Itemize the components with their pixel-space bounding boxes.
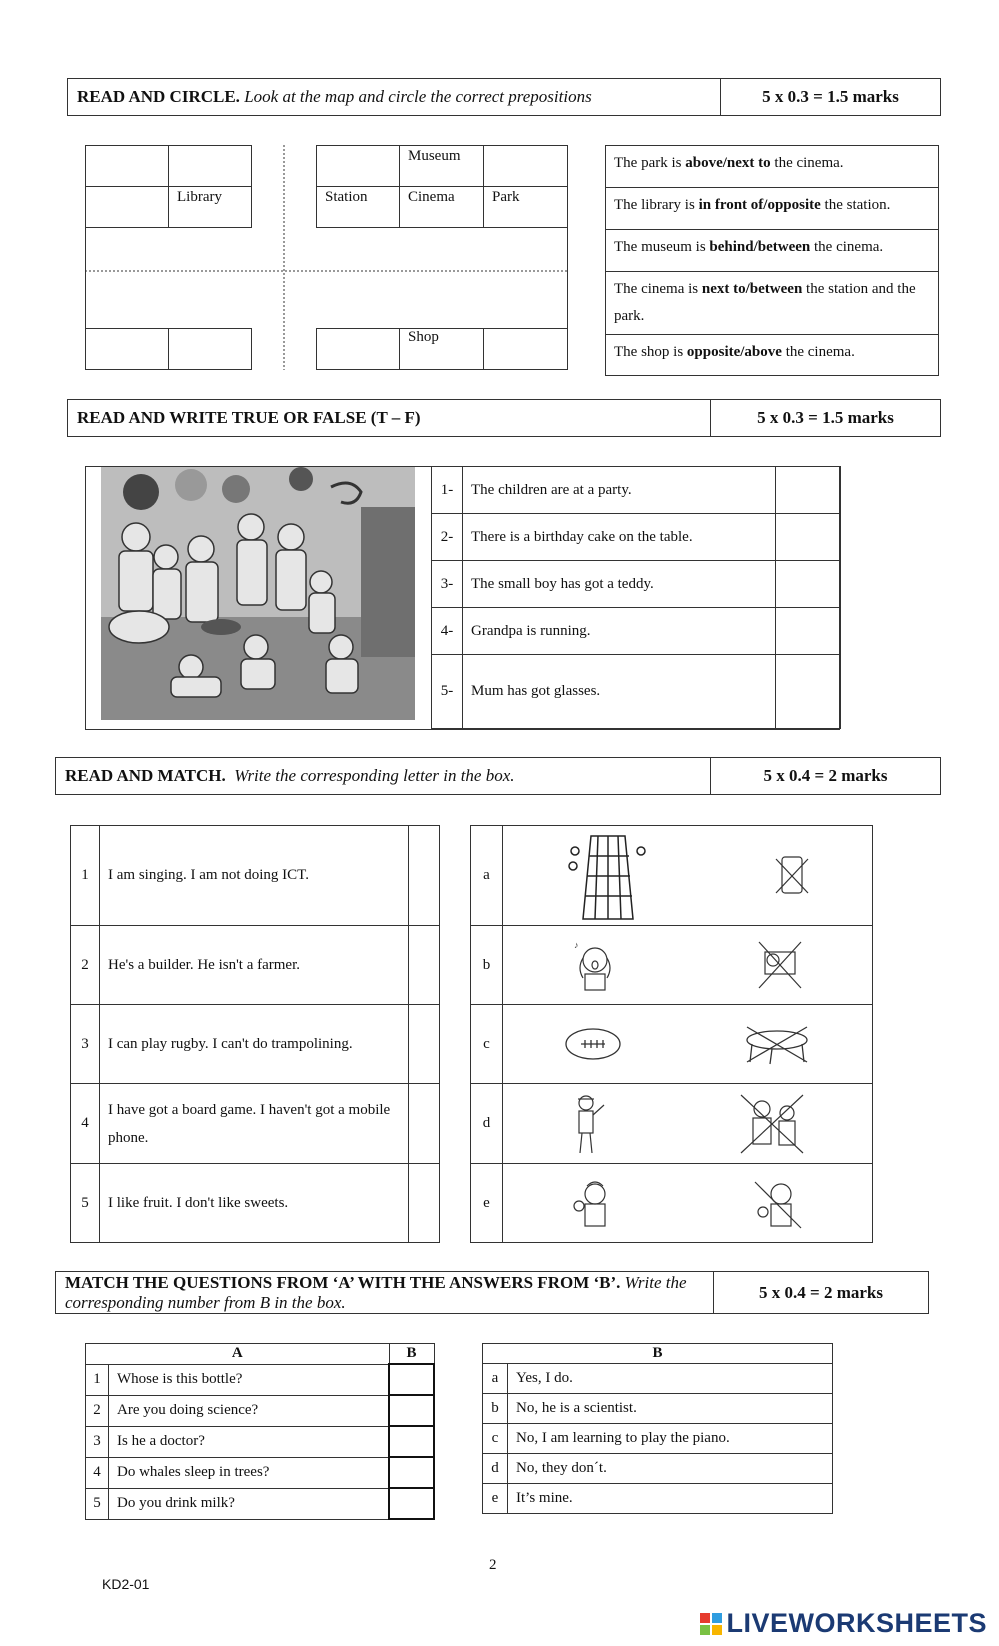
match-sentence: I can play rugby. I can't do trampolining. (100, 1005, 409, 1084)
column-b-header: B (389, 1344, 434, 1365)
document-code: KD2-01 (102, 1576, 150, 1592)
tf-answer-box[interactable] (776, 655, 841, 729)
match-num: 1 (71, 826, 100, 926)
street-map (85, 145, 568, 370)
question-num: 1 (86, 1364, 109, 1395)
liveworksheets-logo[interactable] (700, 1608, 987, 1639)
tf-num: 5- (432, 655, 463, 729)
tf-statement: Grandpa is running. (463, 608, 776, 655)
tf-answer-box[interactable] (776, 608, 841, 655)
match-answer-box[interactable] (409, 1164, 440, 1243)
logo-squares-icon (700, 1613, 722, 1635)
section1-marks: 5 x 0.3 = 1.5 marks (720, 79, 940, 115)
preposition-sentences (605, 145, 939, 376)
answer-letter: a (483, 1364, 508, 1394)
question-text: Do whales sleep in trees? (109, 1457, 390, 1488)
page-number: 2 (489, 1557, 497, 1573)
tf-statement: The children are at a party. (463, 467, 776, 514)
tf-statement: There is a birthday cake on the table. (463, 514, 776, 561)
match-sentence: I am singing. I am not doing ICT. (100, 826, 409, 926)
answer-input-box[interactable] (389, 1457, 434, 1488)
questions-table (85, 1343, 435, 1520)
match-sentence: He's a builder. He isn't a farmer. (100, 926, 409, 1005)
answer-letter: c (483, 1424, 508, 1454)
match-num: 5 (71, 1164, 100, 1243)
question-num: 2 (86, 1395, 109, 1426)
match-letter: e (471, 1164, 503, 1243)
svg-text:♪: ♪ (574, 939, 579, 950)
tf-num: 4- (432, 608, 463, 655)
map-label-shop: Shop (408, 329, 439, 345)
column-a-header: A (86, 1344, 390, 1365)
section1-title: READ AND CIRCLE. (77, 87, 240, 106)
builder-icon (568, 1091, 608, 1156)
tf-num: 1- (432, 467, 463, 514)
tf-answer-box[interactable] (776, 561, 841, 608)
birthday-party-illustration (101, 467, 415, 720)
answer-input-box[interactable] (389, 1426, 434, 1457)
match-letter: d (471, 1084, 503, 1164)
match-letter: b (471, 926, 503, 1005)
section4-marks: 5 x 0.4 = 2 marks (713, 1272, 928, 1313)
section3-marks: 5 x 0.4 = 2 marks (710, 758, 940, 794)
tf-statement: Mum has got glasses. (463, 655, 776, 729)
tf-num: 2- (432, 514, 463, 561)
column-b-header: B (483, 1344, 833, 1364)
answer-letter: b (483, 1394, 508, 1424)
match-sentence: I have got a board game. I haven't got a mobile phone. (100, 1084, 409, 1164)
section2-title: READ AND WRITE TRUE OR FALSE (T – F) (77, 408, 421, 427)
sentence-3[interactable]: The museum is behind/between the cinema. (606, 230, 939, 272)
crossed-trampoline-icon (742, 1022, 812, 1067)
section1-header (67, 78, 941, 116)
answer-text: No, I am learning to play the piano. (508, 1424, 833, 1454)
answer-input-box[interactable] (389, 1364, 434, 1395)
answer-letter: d (483, 1454, 508, 1484)
answer-text: Yes, I do. (508, 1364, 833, 1394)
match-num: 3 (71, 1005, 100, 1084)
girl-singing-icon (570, 938, 620, 993)
match-num: 2 (71, 926, 100, 1005)
map-label-library: Library (177, 189, 222, 205)
answer-input-box[interactable] (389, 1488, 434, 1519)
match-sentence: I like fruit. I don't like sweets. (100, 1164, 409, 1243)
match-letter: c (471, 1005, 503, 1084)
question-num: 5 (86, 1488, 109, 1519)
match-sentences-table (70, 825, 440, 1243)
match-answer-box[interactable] (409, 926, 440, 1005)
map-label-museum: Museum (408, 148, 461, 164)
section3-title: READ AND MATCH. (65, 766, 226, 785)
sentence-2[interactable]: The library is in front of/opposite the station. (606, 188, 939, 230)
logo-text: LIVEWORKSHEETS (726, 1608, 987, 1638)
rugby-ball-icon (563, 1024, 623, 1064)
map-grid (85, 145, 568, 370)
match-answer-box[interactable] (409, 826, 440, 926)
sentence-4[interactable]: The cinema is next to/between the station and the park. (606, 272, 939, 335)
match-letter: a (471, 826, 503, 926)
tf-answer-box[interactable] (776, 514, 841, 561)
map-label-station: Station (325, 189, 368, 205)
crossed-computer-icon (755, 938, 805, 993)
question-num: 4 (86, 1457, 109, 1488)
match-num: 4 (71, 1084, 100, 1164)
question-text: Whose is this bottle? (109, 1364, 390, 1395)
match-pictures-table (470, 825, 873, 1243)
match-answer-box[interactable] (409, 1084, 440, 1164)
question-text: Are you doing science? (109, 1395, 390, 1426)
answers-table (482, 1343, 833, 1514)
map-label-park: Park (492, 189, 520, 205)
section3-instruction: Write the corresponding letter in the box. (234, 766, 515, 785)
section2-marks: 5 x 0.3 = 1.5 marks (710, 400, 940, 436)
answer-input-box[interactable] (389, 1395, 434, 1426)
match-answer-box[interactable] (409, 1005, 440, 1084)
section4-instruction: Write the corresponding number from B in the box. (65, 1273, 687, 1312)
map-label-cinema: Cinema (408, 189, 455, 205)
tf-statement: The small boy has got a teddy. (463, 561, 776, 608)
answer-letter: e (483, 1484, 508, 1514)
question-text: Do you drink milk? (109, 1488, 390, 1519)
answer-text: No, they don´t. (508, 1454, 833, 1484)
answer-text: No, he is a scientist. (508, 1394, 833, 1424)
answer-text: It’s mine. (508, 1484, 833, 1514)
question-text: Is he a doctor? (109, 1426, 390, 1457)
board-game-icon (563, 831, 653, 921)
section4-title: MATCH THE QUESTIONS FROM ‘A’ WITH THE ANSWERS FROM ‘B’. (65, 1273, 621, 1292)
crossed-sweets-icon (751, 1176, 806, 1231)
true-false-block (85, 466, 840, 730)
boy-eating-fruit-icon (569, 1176, 619, 1231)
crossed-mobile-phone-icon (772, 853, 812, 898)
crossed-farmer-icon (737, 1091, 807, 1156)
section3-header (55, 757, 941, 795)
question-num: 3 (86, 1426, 109, 1457)
true-false-table (431, 466, 841, 729)
section4-header (55, 1271, 929, 1314)
sentence-5[interactable]: The shop is opposite/above the cinema. (606, 335, 939, 376)
section2-header (67, 399, 941, 437)
sentence-1[interactable]: The park is above/next to the cinema. (606, 146, 939, 188)
tf-answer-box[interactable] (776, 467, 841, 514)
section1-instruction: Look at the map and circle the correct prepositions (244, 87, 592, 106)
tf-num: 3- (432, 561, 463, 608)
